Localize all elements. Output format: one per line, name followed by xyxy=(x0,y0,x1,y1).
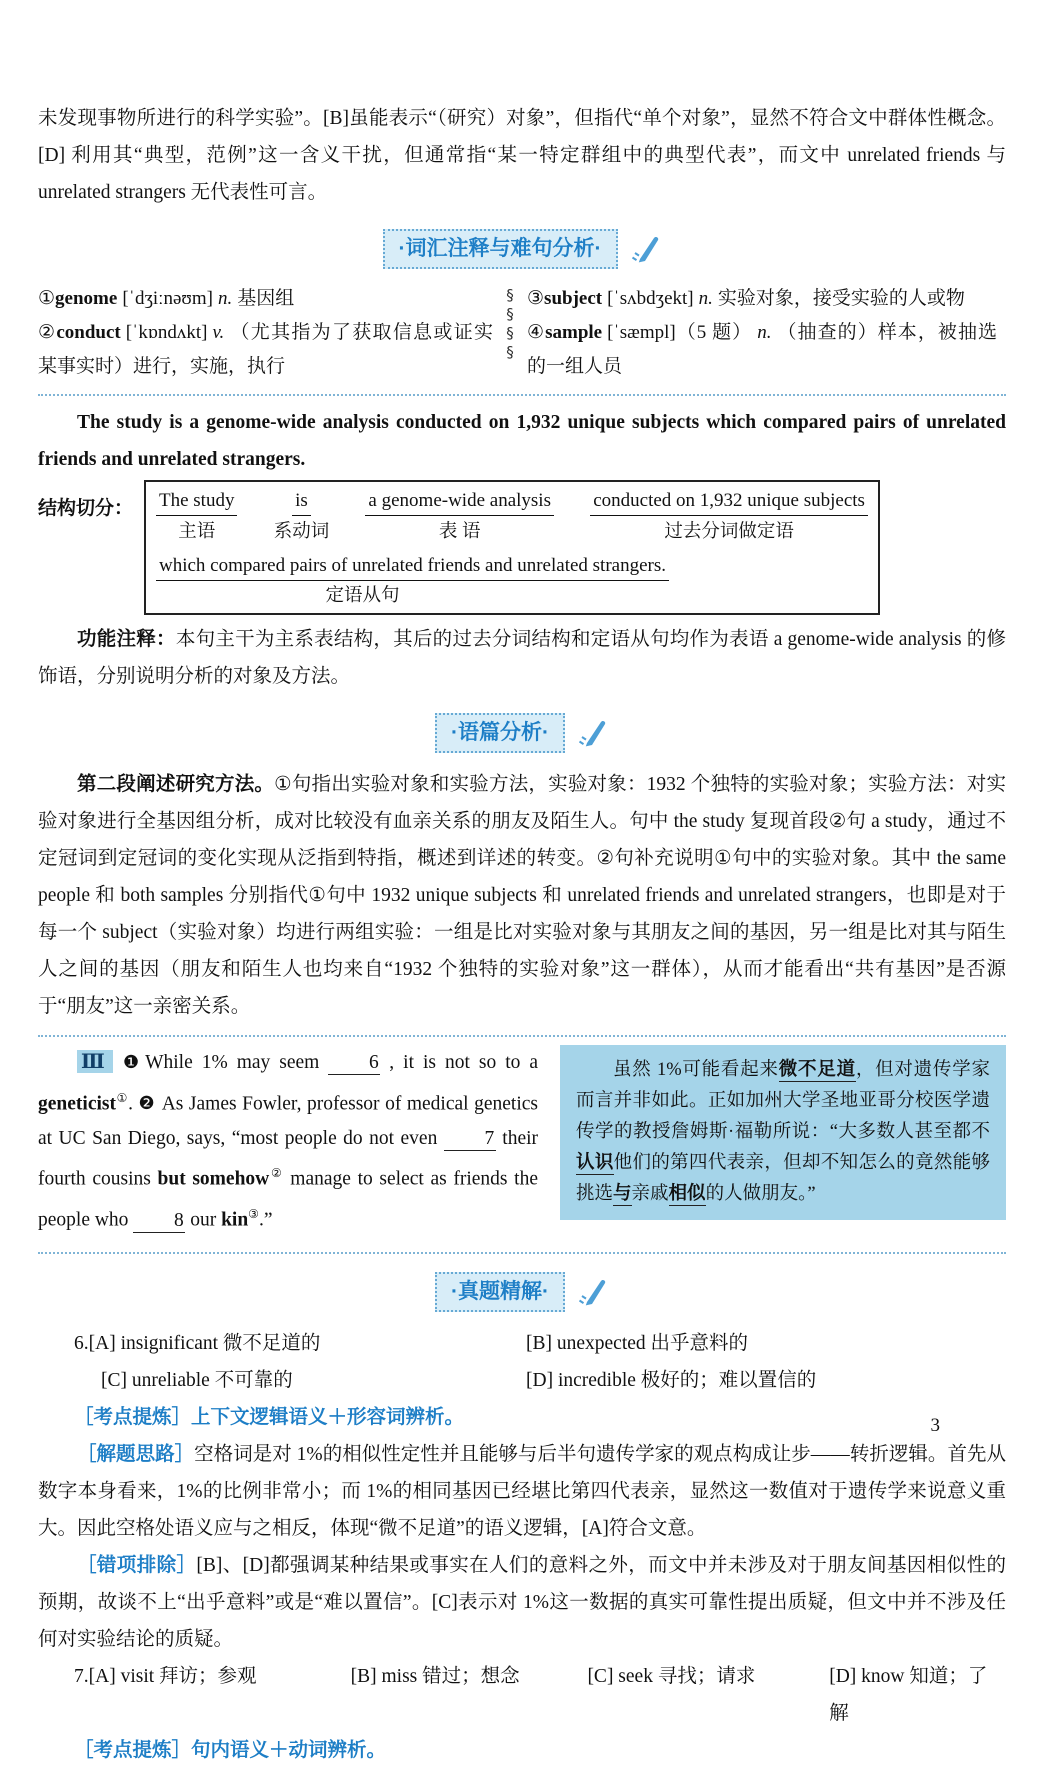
segment-text: which compared pairs of unrelated friends and unrelated strangers. xyxy=(156,553,669,581)
page-number: 3 xyxy=(930,1415,940,1436)
q6-elimination-paragraph xyxy=(38,1547,1006,1658)
bold-word-geneticist: geneticist xyxy=(38,1093,116,1114)
cloze-text: While 1% may seem xyxy=(145,1052,329,1073)
vocab-num: ③ xyxy=(527,288,545,309)
solution-text: 空格词是对 1%的相似性定性并且能够与后半句遗传学家的观点构成让步——转折逻辑。首先从数字本身看来，1%的比例非常小；而 1%的相同基因已经堪比第四代表亲，显然这一数值对于遗传学来说意义重大。因此空格处语义应与之相反，体现“微不足道”的语义逻辑，[A]符合文意。 xyxy=(38,1444,1006,1539)
vocab-section-title: ·词汇注释与难句分析· xyxy=(383,229,618,269)
structure-cell-subject xyxy=(156,488,237,545)
cloze-passage xyxy=(38,1045,538,1238)
translation-key-term: 相似 xyxy=(668,1184,706,1204)
cloze-text: .” xyxy=(258,1209,273,1231)
translation-key-term: 与 xyxy=(613,1184,632,1204)
cloze-text: As James Fowler, professor of medical genetics at UC San Diego, says, “most people do not even xyxy=(38,1093,538,1149)
cloze-text: their fourth cousins xyxy=(38,1127,539,1190)
vocab-word: conduct xyxy=(56,322,121,343)
pen-icon xyxy=(575,715,609,762)
section-header-vocab xyxy=(38,225,1006,272)
vocab-word: genome xyxy=(55,288,118,309)
translation-key-term: 微不足道 xyxy=(778,1060,856,1080)
translation-box xyxy=(560,1045,1006,1220)
sentence-number-1: ❶ xyxy=(122,1052,144,1073)
structure-cell-predicative xyxy=(365,488,554,545)
section-header-qa xyxy=(38,1268,1006,1315)
bold-word-kin: kin xyxy=(221,1209,249,1231)
vocab-pos: v. xyxy=(212,322,225,343)
cloze-text: our xyxy=(185,1209,222,1231)
function-note-label: 功能注释： xyxy=(77,628,176,650)
cloze-text: , it is not so to a xyxy=(380,1052,539,1073)
analysed-sentence: The study is a genome-wide analysis conducted on 1,932 unique subjects which compared pairs of unrelated friends and unrelated strangers. xyxy=(38,412,1006,470)
paragraph-marker: Ⅲ xyxy=(77,1050,113,1073)
option-6a: 6.[A] insignificant 微不足道的 xyxy=(74,1333,321,1354)
vocab-phonetic: [ˈsʌbdʒekt] xyxy=(607,288,694,309)
segment-role: 表 语 xyxy=(438,522,481,542)
discourse-section-title: ·语篇分析· xyxy=(435,713,565,753)
q7-exam-point: ［考点提炼］句内语义＋动词辨析。 xyxy=(74,1739,387,1761)
elimination-text: [B]、[D]都强调某种结果或事实在人们的意料之外，而文中并未涉及对于朋友间基因相似性的预期，故谈不上“出乎意料”或是“难以置信”。[C]表示对 1%这一数据的真实可靠性提出质疑，但文中并不涉及任何对实验结论的质疑。 xyxy=(38,1555,1006,1650)
solution-label: ［解题思路］ xyxy=(77,1443,195,1465)
section-header-discourse xyxy=(38,709,1006,756)
vocab-entry-sample xyxy=(527,316,997,384)
vocab-def: （抽查的）样本，被抽选的一组人员 xyxy=(527,322,997,377)
vocab-num: ④ xyxy=(527,322,546,343)
vocab-phonetic: [ˈsæmpl]（5 题） xyxy=(607,322,753,343)
segment-text: is xyxy=(292,488,311,516)
structure-label: 结构切分： xyxy=(38,498,134,519)
vocab-phonetic: [ˈdʒiːnəʊm] xyxy=(122,288,213,309)
vocab-left-column xyxy=(38,282,493,384)
structure-cell-participle xyxy=(590,488,868,545)
pen-icon xyxy=(575,1274,609,1321)
vocab-word: sample xyxy=(545,322,603,343)
option-7c: [C] seek 寻找；请求 xyxy=(587,1666,756,1687)
structure-cell-verb xyxy=(274,488,330,545)
segment-text: conducted on 1,932 unique subjects xyxy=(590,488,868,516)
vocab-num: ② xyxy=(38,322,57,343)
translation-key-term: 认识 xyxy=(576,1153,614,1173)
translation-text: 他们的第四代表亲，但却不知怎么的竟然能够挑选 xyxy=(576,1153,990,1204)
segment-role: 系动词 xyxy=(273,522,330,542)
discourse-paragraph xyxy=(38,766,1006,1025)
blank-8: 8 xyxy=(133,1210,185,1233)
segment-text: a genome-wide analysis xyxy=(365,488,554,516)
qa-section-title: ·真题精解· xyxy=(435,1272,565,1312)
cloze-text: manage to select as friends the people who xyxy=(38,1168,539,1231)
footnote-mark: ③ xyxy=(248,1207,259,1221)
option-7d: [D] know 知道；了解 xyxy=(829,1666,988,1724)
segment-role: 过去分词做定语 xyxy=(664,522,794,542)
vocab-word: subject xyxy=(544,288,603,309)
vocab-phonetic: [ˈkɒndʌkt] xyxy=(125,322,208,343)
vocab-section xyxy=(38,282,1006,384)
translation-text: 的人做朋友。” xyxy=(705,1184,816,1204)
top-paragraph: 未发现事物所进行的科学实验”。[B]虽能表示“（研究）对象”，但指代“单个对象”，显然不符合文中群体性概念。[D] 利用其“典型，范例”这一含义干扰，但通常指“某一特定群组中的典型代表”，而文中 unrelated friends 与 unrelated strangers 无代表性可言。 xyxy=(38,108,1006,203)
passage-section xyxy=(38,1045,1006,1238)
segment-text: The study xyxy=(156,488,237,516)
option-7b: [B] miss 错过；想念 xyxy=(350,1666,520,1687)
structure-box xyxy=(144,480,880,615)
question-6-options xyxy=(38,1325,1006,1399)
pen-icon xyxy=(628,231,662,278)
elimination-label: ［错项排除］ xyxy=(77,1554,197,1576)
segment-role: 主语 xyxy=(178,522,216,542)
footnote-mark: ② xyxy=(269,1166,284,1180)
vocab-def: （尤其指为了获取信息或证实某事实时）进行，实施，执行 xyxy=(38,322,493,377)
vocab-pos: n. xyxy=(698,288,713,309)
q6-exam-point: ［考点提炼］上下文逻辑语义＋形容词辨析。 xyxy=(74,1406,465,1428)
translation-text: ，但对遗传学家而言并非如此。正如加州大学圣地亚哥分校医学遗传学的教授詹姆斯·福勒所说：“大多数人甚至都不 xyxy=(576,1060,990,1142)
structure-split xyxy=(38,480,1006,615)
vocab-entry-subject xyxy=(527,282,997,316)
vocab-pos: n. xyxy=(757,322,772,343)
segment-role: 定语从句 xyxy=(325,586,400,606)
function-note-text: 本句主干为主系表结构，其后的过去分词结构和定语从句均作为表语 a genome-wide analysis 的修饰语，分别说明分析的对象及方法。 xyxy=(38,629,1006,687)
vocab-entry-conduct xyxy=(38,316,493,384)
option-6d: [D] incredible 极好的；难以置信的 xyxy=(526,1370,817,1391)
cloze-text: . xyxy=(128,1093,139,1114)
option-6b: [B] unexpected 出乎意料的 xyxy=(526,1333,749,1354)
translation-text: 虽然 1%可能看起来 xyxy=(613,1060,779,1080)
function-note xyxy=(38,621,1006,695)
discourse-lead: 第二段阐述研究方法。 xyxy=(77,773,275,795)
vocab-right-column xyxy=(527,282,997,384)
discourse-text: ①句指出实验对象和实验方法，实验对象：1932 个独特的实验对象；实验方法：对实验对象进行全基因组分析，成对比较没有血亲关系的朋友及陌生人。句中 the study 复现首段②句 a study，通过不定冠词到定冠词的变化实现从泛指到特指，概述到详述的转变。②句补充说明①句中的实验对象。其中 the same people 和 both samples 分别指代①句中 1932 unique subjects 和 unrelated friends and unrelated strangers，也即是对于每一个 subject（实验对象）均进行两组实验：一组是比对实验对象与其朋友之间的基因，另一组是比对其与陌生人之间的基因（朋友和陌生人也均来自“1932 个独特的实验对象”这一群体），从而才能看出“共有基因”是否源于“朋友”这一亲密关系。 xyxy=(38,774,1006,1017)
dotted-separator xyxy=(38,1252,1006,1254)
vocab-pos: n. xyxy=(217,288,233,309)
wavy-divider-icon: § § § § xyxy=(506,286,514,361)
footnote-mark: ① xyxy=(115,1090,129,1105)
vocab-num: ① xyxy=(38,288,56,309)
dotted-separator xyxy=(38,1035,1006,1037)
blank-7: 7 xyxy=(444,1128,496,1151)
option-6c: [C] unreliable 不可靠的 xyxy=(101,1370,293,1391)
bold-word-but-somehow: but somehow xyxy=(157,1168,270,1190)
translation-text: 亲戚 xyxy=(631,1184,669,1204)
q6-solution-paragraph xyxy=(38,1436,1006,1547)
vocab-def: 实验对象，接受实验的人或物 xyxy=(717,288,965,309)
vocab-def: 基因组 xyxy=(237,288,295,309)
option-7a: 7.[A] visit 拜访；参观 xyxy=(74,1666,257,1687)
sentence-number-2: ❷ xyxy=(138,1093,156,1114)
blank-6: 6 xyxy=(328,1052,380,1075)
vocab-entry-genome xyxy=(38,282,493,316)
structure-clause xyxy=(156,553,868,609)
dotted-separator xyxy=(38,394,1006,396)
question-7-options xyxy=(38,1658,1006,1732)
